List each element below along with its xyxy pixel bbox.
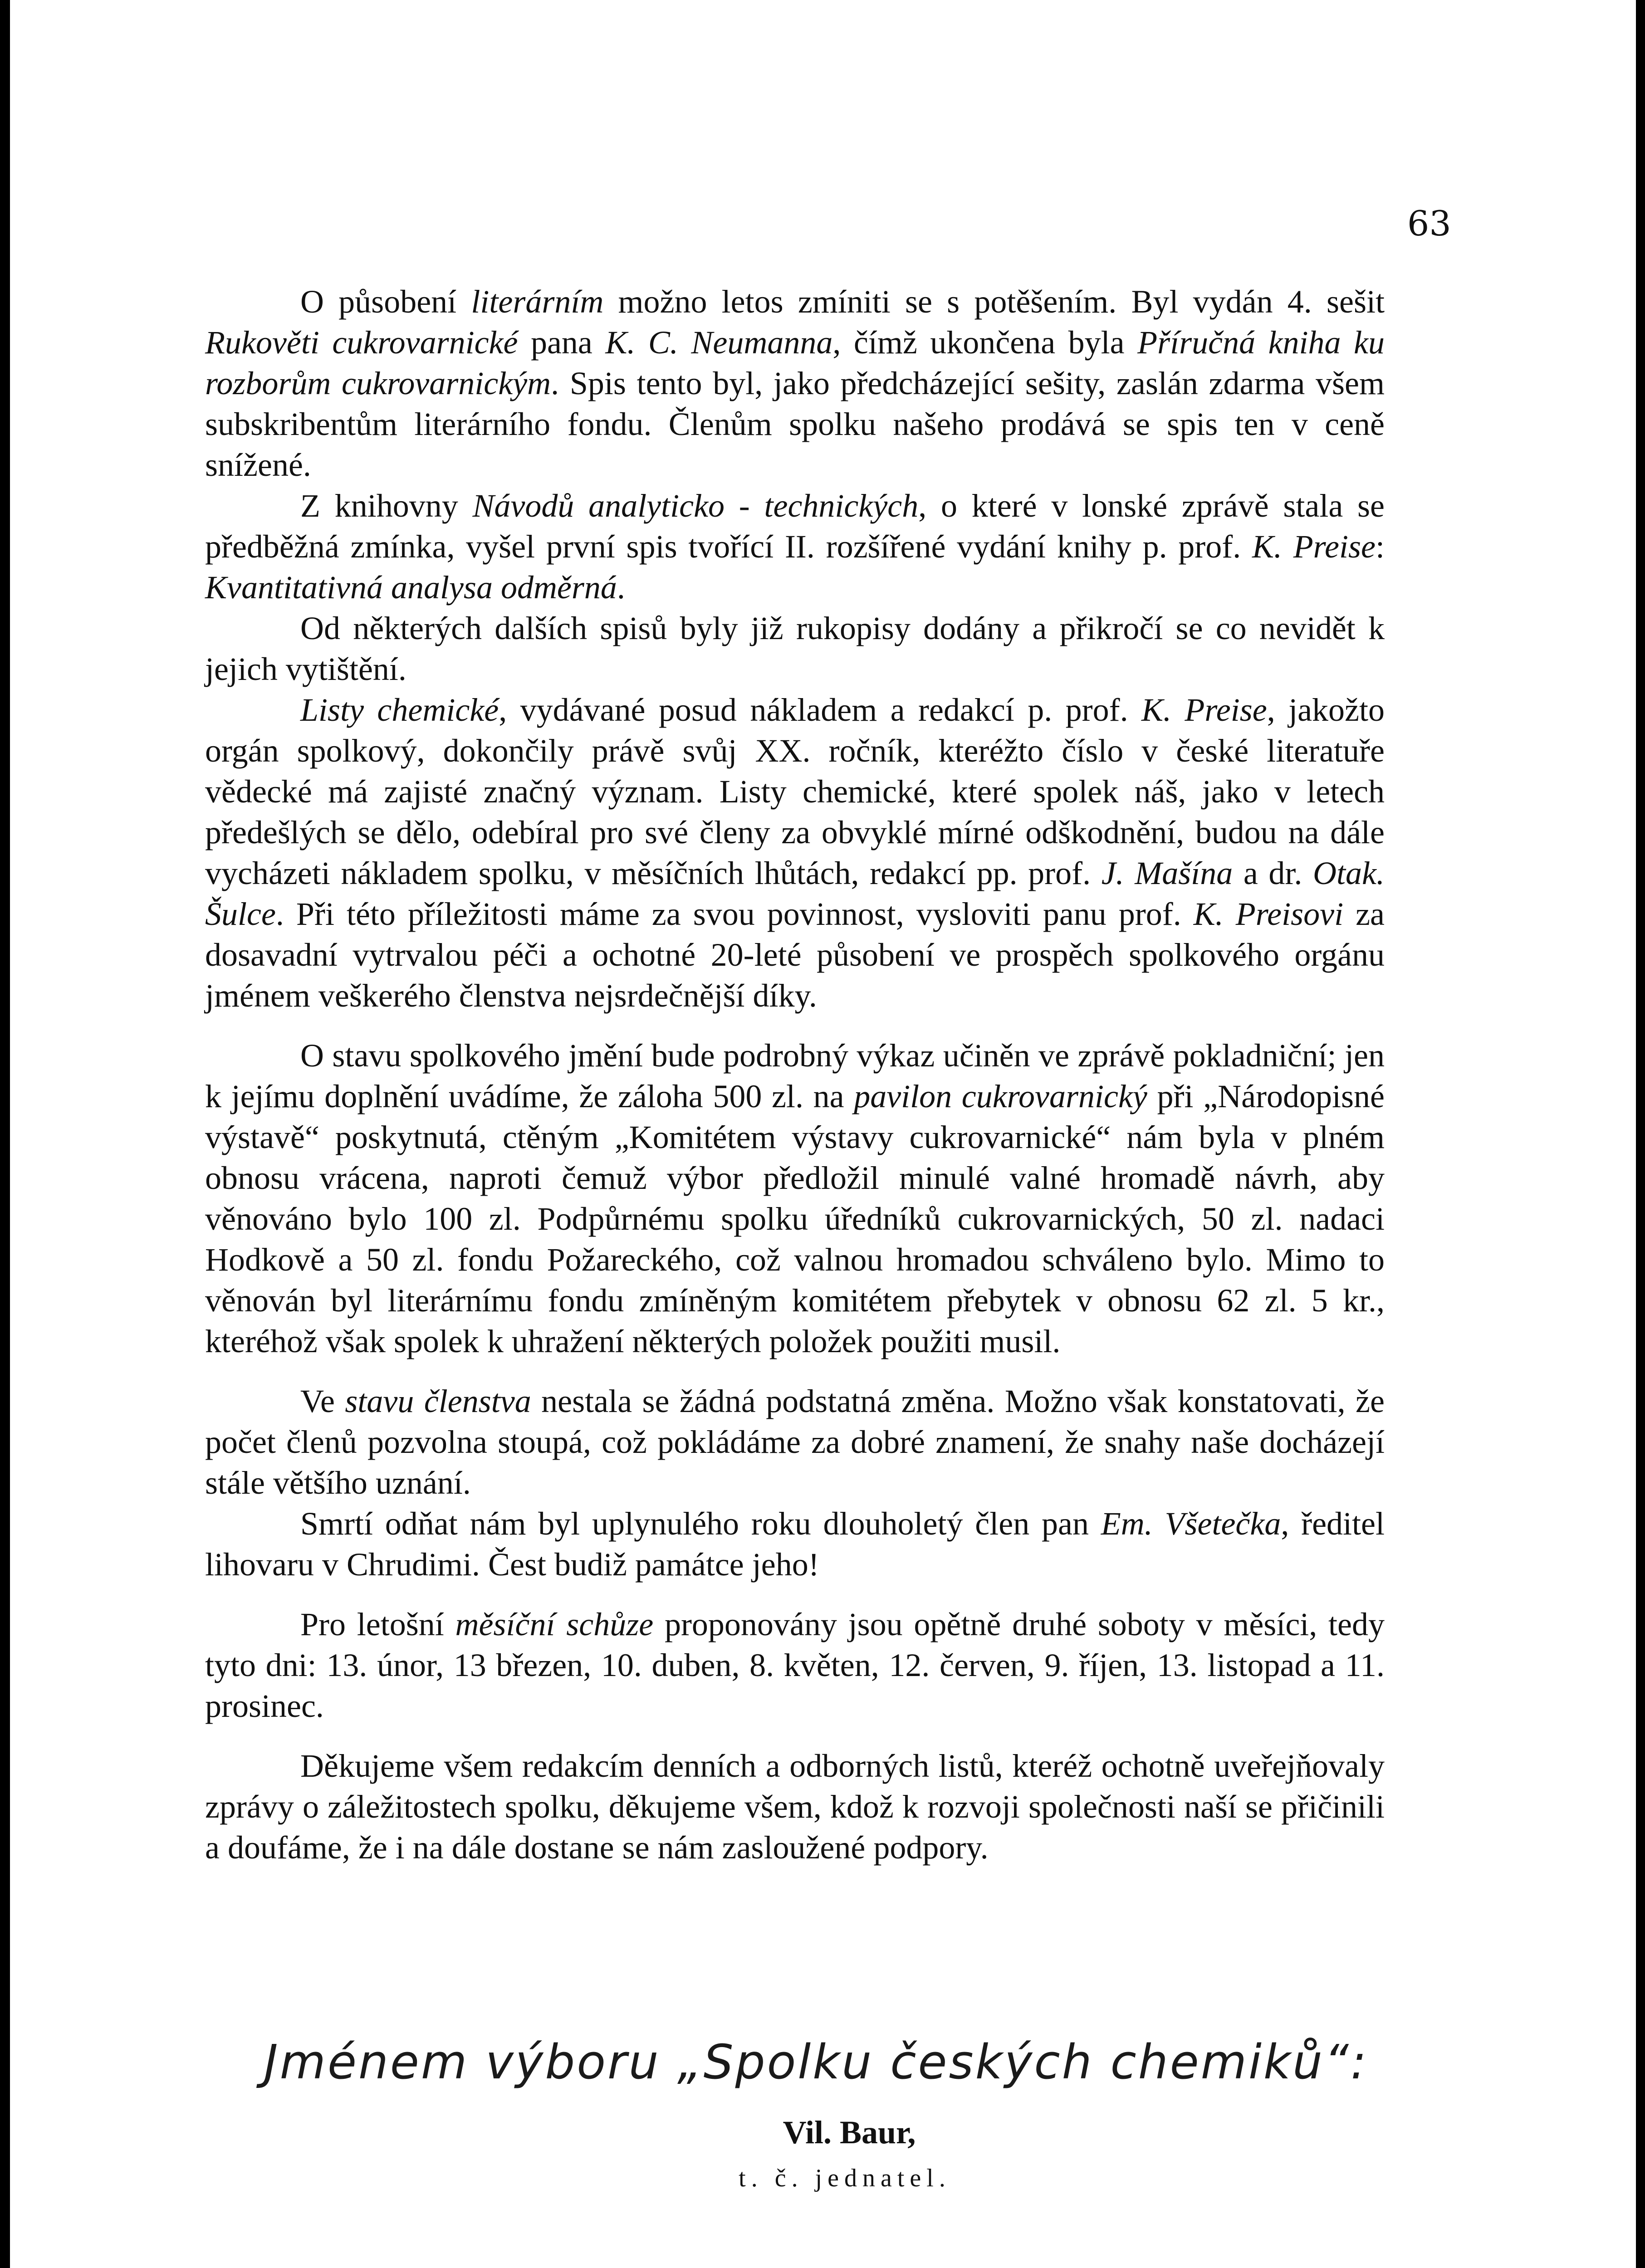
text-run: možno letos zmíniti se s potěšením. Byl vydán 4. sešit xyxy=(603,284,1385,320)
italic-run: Příručná kniha ku rozborům cukrovarnickým xyxy=(205,324,1385,401)
italic-run: literárním xyxy=(471,284,604,320)
text-run: Ve xyxy=(300,1383,345,1419)
text-run: Z knihovny xyxy=(300,488,473,524)
signer-role: t. č. jednatel. xyxy=(739,2164,951,2192)
text-run: O stavu spolkového jmění bude podrobný výkaz učiněn ve zprávě pokladniční; jen k jejímu doplnění uvádíme, že záloha 500 zl. na xyxy=(205,1037,1385,1114)
text-run: O působení xyxy=(300,284,471,320)
text-run: Od některých dalších spisů byly již rukopisy dodány a přikročí se co nevidět k jejich vytištění. xyxy=(205,610,1385,687)
italic-run: K. Preise xyxy=(1252,528,1376,565)
page-number: 63 xyxy=(1407,203,1451,244)
paragraph-listy-chemicke xyxy=(205,689,1385,1016)
paragraph-library xyxy=(205,485,1385,608)
text-run: , o které v lonské zprávě stala se předběžná zmínka, vyšel první spis tvořící II. rozšířené vydání knihy p. prof. xyxy=(205,488,1385,565)
paragraph-thanks xyxy=(205,1745,1385,1868)
paragraph-literary xyxy=(205,281,1385,485)
text-run: Děkujeme všem redakcím denních a odborných listů, kteréž ochotně uveřejňovaly zprávy o záležitostech spolku, děkujeme všem, kdož k rozvoji společnosti naší se přičinili a doufáme, že i na dále dostane se nám zasloužené podpory. xyxy=(205,1748,1385,1866)
italic-run: J. Mašína xyxy=(1101,855,1233,891)
text-run: . Při této příležitosti máme za svou povinnost, vysloviti panu prof. xyxy=(275,896,1194,932)
paragraph-membership xyxy=(205,1381,1385,1503)
paragraph-assets xyxy=(205,1035,1385,1362)
body-text xyxy=(205,281,1385,1868)
italic-run: K. Preisovi xyxy=(1193,896,1344,932)
text-run: , ředitel lihovaru v Chrudimi. Čest budiž památce jeho! xyxy=(205,1505,1385,1583)
italic-run: Kvantitativná analysa odměrná xyxy=(205,569,617,606)
signer-name: Vil. Baur, xyxy=(783,2114,916,2151)
text-run: za dosavadní vytrvalou péči a ochotné 20-leté působení ve prospěch spolkového orgánu jménem veškerého členstva nejsrdečnější díky. xyxy=(205,896,1385,1014)
text-run: : xyxy=(1375,528,1385,565)
text-run: , vydávané posud nákladem a redakcí p. prof. xyxy=(499,692,1141,728)
italic-run: měsíční schůze xyxy=(455,1606,654,1642)
italic-run: stavu členstva xyxy=(345,1383,531,1419)
italic-run: Em. Všetečka xyxy=(1101,1505,1281,1542)
text-run: . Spis tento byl, jako předcházející sešity, zaslán zdarma všem subskribentům literárního fondu. Členům spolku našeho prodává se spis ten v ceně snížené. xyxy=(205,365,1385,483)
text-run: a dr. xyxy=(1233,855,1313,891)
text-run: proponovány jsou opětně druhé soboty v měsíci, tedy tyto dni: 13. únor, 13 březen, 10. duben, 8. květen, 12. červen, 9. říjen, 13. listopad a 11. prosinec. xyxy=(205,1606,1385,1724)
italic-run: Návodů analyticko - technických xyxy=(472,488,919,524)
paragraph-manuscripts xyxy=(205,608,1385,689)
committee-signature: Jménem výboru „Spolku českých chemiků“: xyxy=(264,2034,1368,2090)
italic-run: Listy chemické xyxy=(300,692,499,728)
paragraph-meetings xyxy=(205,1604,1385,1726)
italic-run: K. Preise xyxy=(1141,692,1267,728)
text-run: . xyxy=(617,569,625,606)
paragraph-obituary xyxy=(205,1503,1385,1585)
italic-run: Rukověti cukrovarnické xyxy=(205,324,518,361)
italic-run: K. C. Neumanna xyxy=(605,324,833,361)
text-run: , jakožto orgán spolkový, dokončily právě svůj XX. ročník, kteréžto číslo v české literatuře vědecké má zajisté značný význam. Listy chemické, které spolek náš, jako v letech předešlých se dělo, odebíral pro své členy za obvyklé mírné odškodnění, budou na dále vycházeti nákladem spolku, v měsíčních lhůtách, redakcí pp. prof. xyxy=(205,692,1385,891)
text-run: Smrtí odňat nám byl uplynulého roku dlouholetý člen pan xyxy=(300,1505,1101,1542)
page xyxy=(10,0,1636,2268)
text-run: při „Národopisné výstavě“ poskytnutá, ctěným „Komitétem výstavy cukrovarnické“ nám byla v plném obnosu vrácena, naproti čemuž výbor předložil minulé valné hromadě návrh, aby věnováno bylo 100 zl. Podpůrnému spolku úředníků cukrovarnických, 50 zl. nadaci Hodkově a 50 zl. fondu Požareckého, což valnou hromadou schváleno bylo. Mimo to věnován byl literárnímu fondu zmíněným komitétem přebytek v obnosu 62 zl. 5 kr., kteréhož však spolek k uhražení některých položek použiti musil. xyxy=(205,1078,1385,1359)
italic-run: Otak. Šulce xyxy=(205,855,1385,932)
text-run: Pro letošní xyxy=(300,1606,455,1642)
text-run: , čímž ukončena byla xyxy=(832,324,1138,361)
text-run: pana xyxy=(518,324,606,361)
italic-run: pavilon cukrovarnický xyxy=(854,1078,1147,1114)
text-run: nestala se žádná podstatná změna. Možno však konstatovati, že počet členů pozvolna stoupá, což pokládáme za dobré znamení, že snahy naše docházejí stále většího uznání. xyxy=(205,1383,1385,1501)
